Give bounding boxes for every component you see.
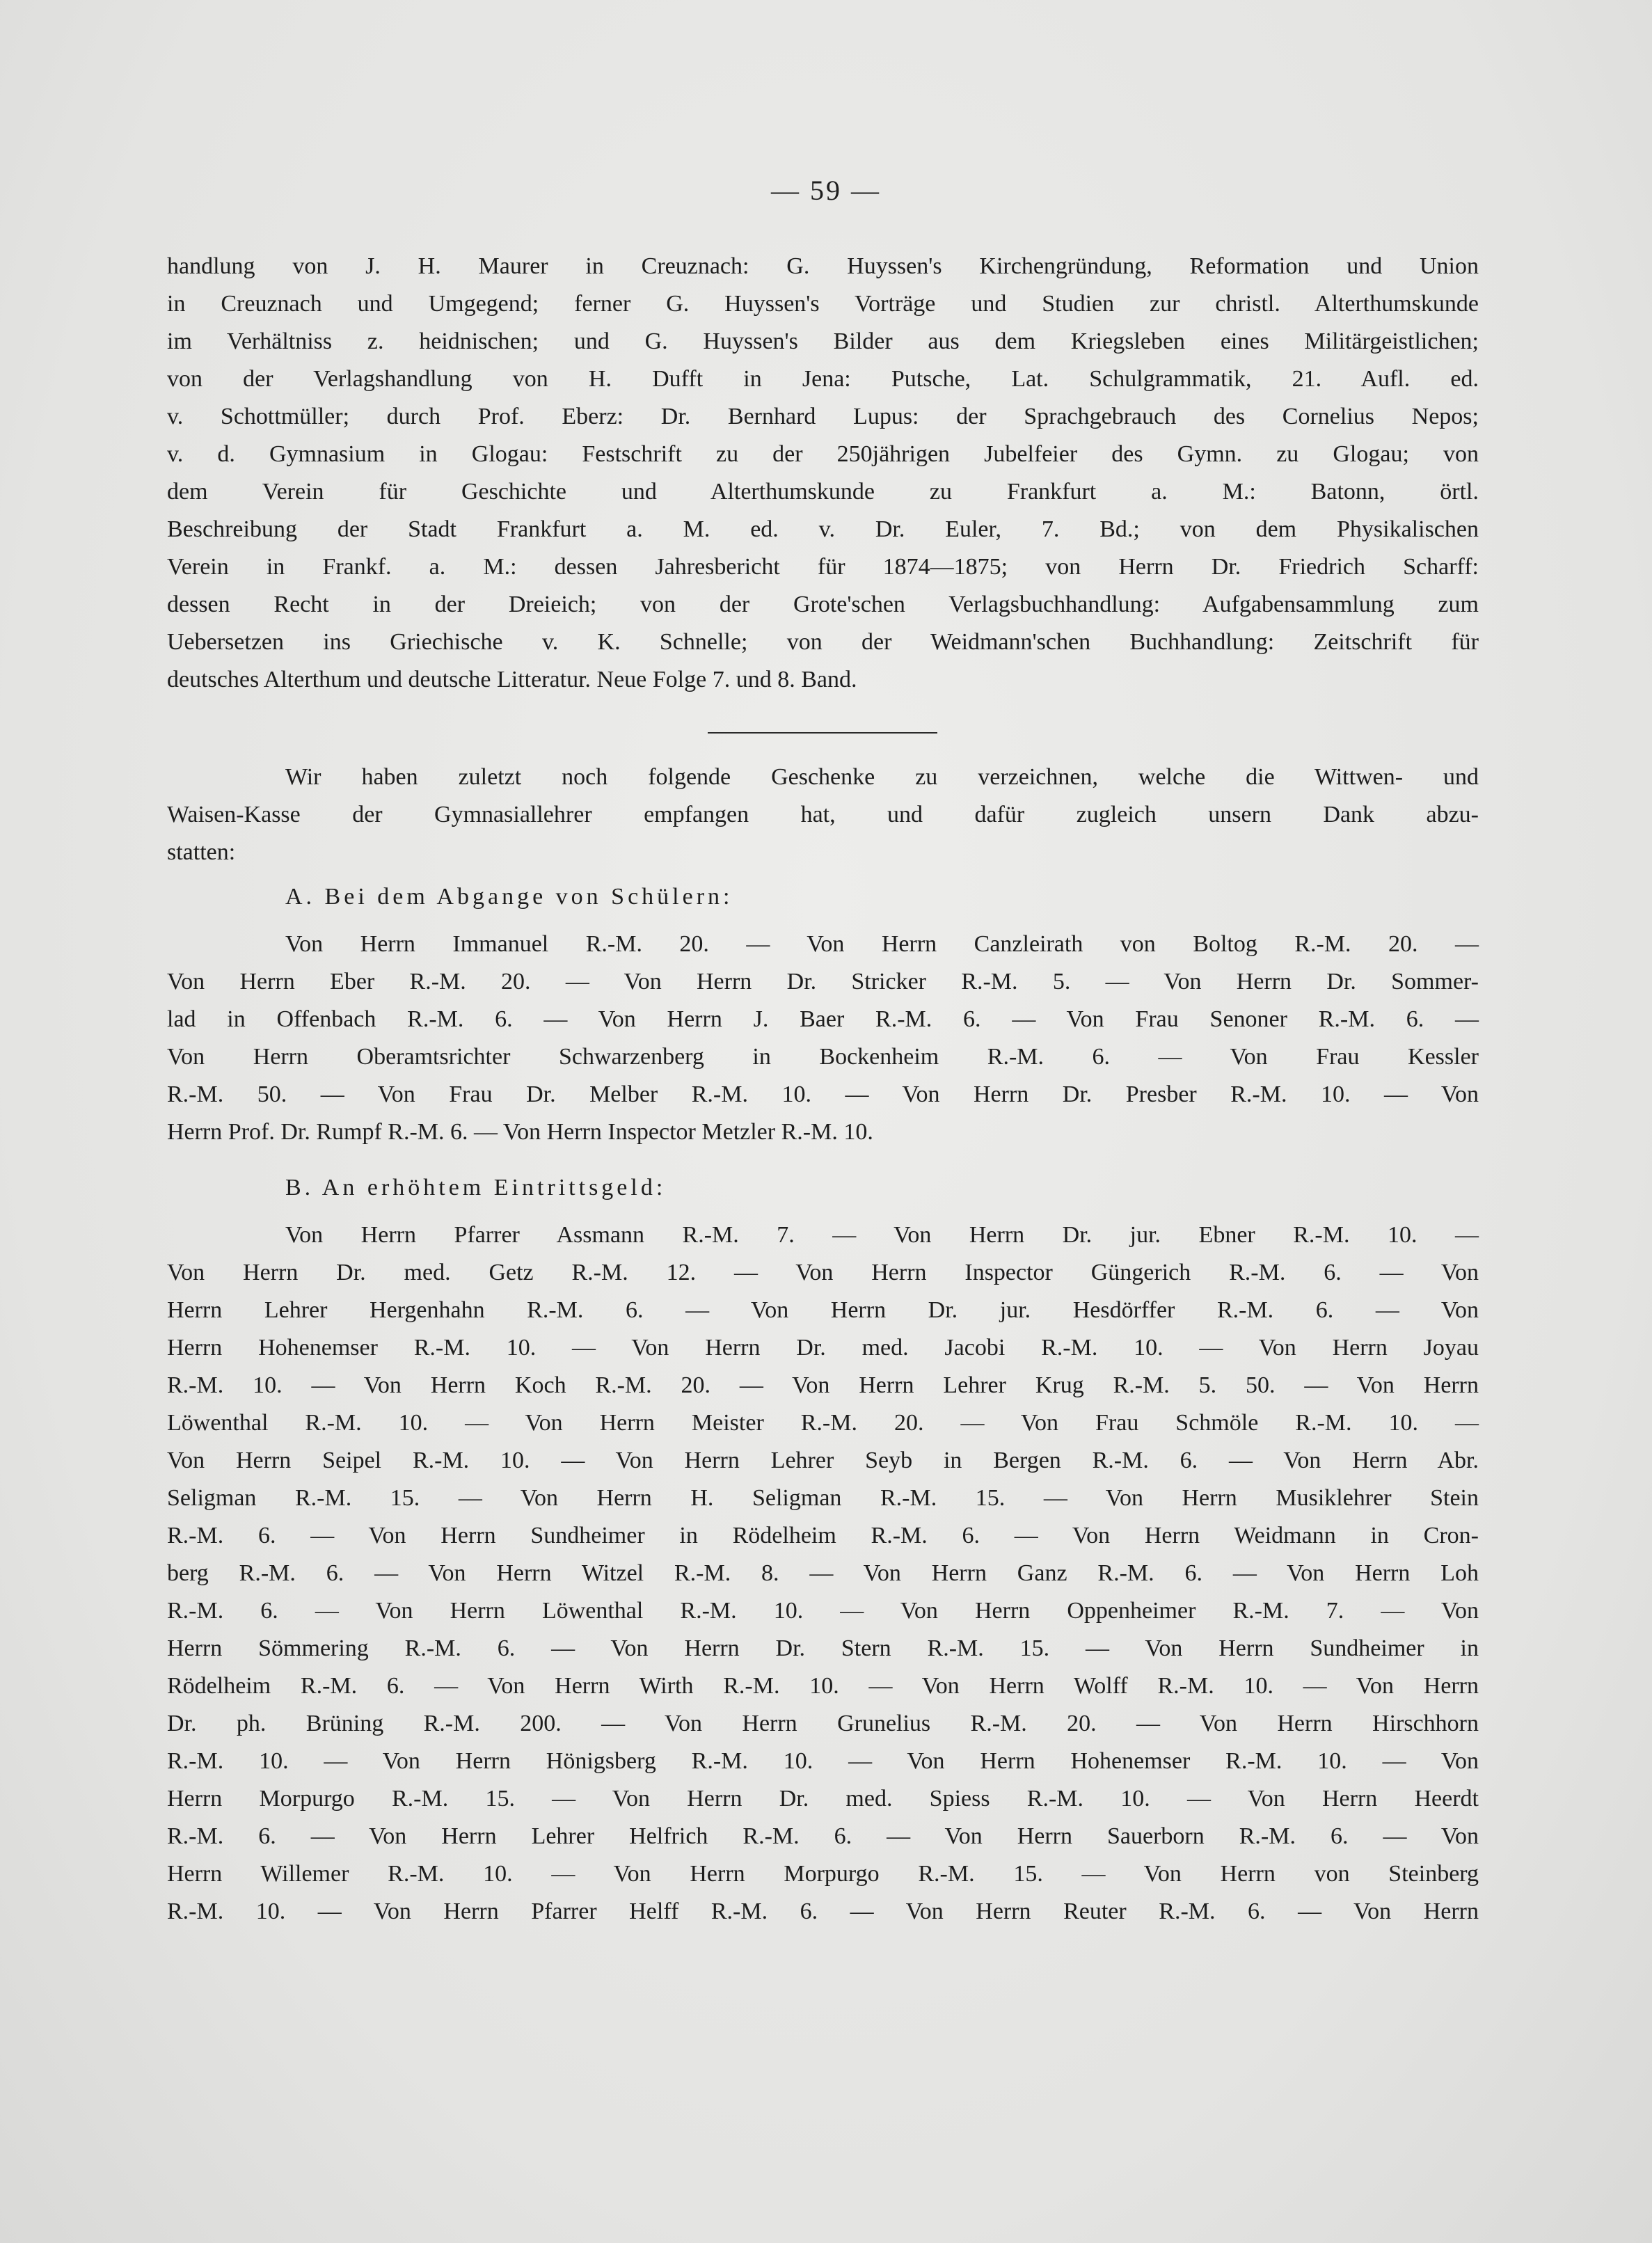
text-line: v. d. Gymnasium in Glogau: Festschrift zu der 250jährigen Jubelfeier des Gymn. zu Glogau; von xyxy=(167,441,1479,467)
text-line: v. Schottmüller; durch Prof. Eberz: Dr. Bernhard Lupus: der Sprachgebrauch des Cornelius Nepos; xyxy=(167,404,1479,429)
text-line: R.-M. 10. — Von Herrn Hönigsberg R.-M. 10. — Von Herrn Hohenemser R.-M. 10. — Von xyxy=(167,1748,1479,1774)
text-line: Von Herrn Seipel R.-M. 10. — Von Herrn Lehrer Seyb in Bergen R.-M. 6. — Von Herrn Abr. xyxy=(167,1448,1479,1473)
text-line: R.-M. 6. — Von Herrn Sundheimer in Rödelheim R.-M. 6. — Von Herrn Weidmann in Cron- xyxy=(167,1523,1479,1548)
text-line: berg R.-M. 6. — Von Herrn Witzel R.-M. 8. — Von Herrn Ganz R.-M. 6. — Von Herrn Loh xyxy=(167,1560,1479,1586)
text-line: R.-M. 50. — Von Frau Dr. Melber R.-M. 10. — Von Herrn Dr. Presber R.-M. 10. — Von xyxy=(167,1081,1479,1107)
text-line: lad in Offenbach R.-M. 6. — Von Herrn J. Baer R.-M. 6. — Von Frau Senoner R.-M. 6. — xyxy=(167,1006,1479,1032)
section-divider xyxy=(708,732,937,734)
section-b-paragraph xyxy=(167,1216,1479,1931)
page-number: — 59 — xyxy=(771,175,881,206)
section-a-paragraph xyxy=(167,926,1479,1151)
text-line: Von Herrn Immanuel R.-M. 20. — Von Herrn Canzleirath von Boltog R.-M. 20. — xyxy=(285,931,1479,957)
section-b-heading-block xyxy=(167,1169,1479,1207)
text-line: deutsches Alterthum und deutsche Litteratur. Neue Folge 7. und 8. Band. xyxy=(167,667,857,692)
text-line: Herrn Morpurgo R.-M. 15. — Von Herrn Dr. med. Spiess R.-M. 10. — Von Herrn Heerdt xyxy=(167,1786,1479,1812)
text-line: Uebersetzen ins Griechische v. K. Schnelle; von der Weidmann'schen Buchhandlung: Zeitschrift für xyxy=(167,629,1479,655)
text-line: Herrn Hohenemser R.-M. 10. — Von Herrn Dr. med. Jacobi R.-M. 10. — Von Herrn Joyau xyxy=(167,1335,1479,1361)
intro-paragraph xyxy=(167,759,1479,871)
text-line: dessen Recht in der Dreieich; von der Grote'schen Verlagsbuchhandlung: Aufgabensammlung zum xyxy=(167,592,1479,617)
text-line: Herrn Willemer R.-M. 10. — Von Herrn Morpurgo R.-M. 15. — Von Herrn von Steinberg xyxy=(167,1861,1479,1887)
text-line: handlung von J. H. Maurer in Creuznach: G. Huyssen's Kirchengründung, Reformation und Union xyxy=(167,253,1479,279)
text-line: Von Herrn Eber R.-M. 20. — Von Herrn Dr. Stricker R.-M. 5. — Von Herrn Dr. Sommer- xyxy=(167,969,1479,994)
section-a-heading-block xyxy=(167,878,1479,916)
text-line: Von Herrn Pfarrer Assmann R.-M. 7. — Von Herrn Dr. jur. Ebner R.-M. 10. — xyxy=(285,1222,1479,1248)
text-line: Herrn Prof. Dr. Rumpf R.-M. 6. — Von Herrn Inspector Metzler R.-M. 10. xyxy=(167,1119,873,1145)
text-line: R.-M. 6. — Von Herrn Löwenthal R.-M. 10. — Von Herrn Oppenheimer R.-M. 7. — Von xyxy=(167,1598,1479,1624)
text-line: Von Herrn Oberamtsrichter Schwarzenberg in Bockenheim R.-M. 6. — Von Frau Kessler xyxy=(167,1044,1479,1070)
text-line: R.-M. 10. — Von Herrn Koch R.-M. 20. — Von Herrn Lehrer Krug R.-M. 5. 50. — Von Herrn xyxy=(167,1372,1479,1398)
text-line: Dr. ph. Brüning R.-M. 200. — Von Herrn Grunelius R.-M. 20. — Von Herrn Hirschhorn xyxy=(167,1711,1479,1736)
text-line: Beschreibung der Stadt Frankfurt a. M. ed. v. Dr. Euler, 7. Bd.; von dem Physikalischen xyxy=(167,516,1479,542)
text-line: im Verhältniss z. heidnischen; und G. Huyssen's Bilder aus dem Kriegsleben eines Militärgeistlichen; xyxy=(167,328,1479,354)
text-line: Seligman R.-M. 15. — Von Herrn H. Seligman R.-M. 15. — Von Herrn Musiklehrer Stein xyxy=(167,1485,1479,1511)
text-line: Herrn Lehrer Hergenhahn R.-M. 6. — Von Herrn Dr. jur. Hesdörffer R.-M. 6. — Von xyxy=(167,1297,1479,1323)
text-line: Wir haben zuletzt noch folgende Geschenke zu verzeichnen, welche die Wittwen- und xyxy=(285,764,1479,790)
text-line: R.-M. 10. — Von Herrn Pfarrer Helff R.-M. 6. — Von Herrn Reuter R.-M. 6. — Von Herrn xyxy=(167,1899,1479,1924)
text-line: Von Herrn Dr. med. Getz R.-M. 12. — Von Herrn Inspector Güngerich R.-M. 6. — Von xyxy=(167,1260,1479,1285)
section-a-heading: A. Bei dem Abgange von Schülern: xyxy=(285,884,733,910)
section-b-heading: B. An erhöhtem Eintrittsgeld: xyxy=(285,1175,667,1200)
text-line: Löwenthal R.-M. 10. — Von Herrn Meister R.-M. 20. — Von Frau Schmöle R.-M. 10. — xyxy=(167,1410,1479,1436)
text-line: R.-M. 6. — Von Herrn Lehrer Helfrich R.-M. 6. — Von Herrn Sauerborn R.-M. 6. — Von xyxy=(167,1823,1479,1849)
text-line: Herrn Sömmering R.-M. 6. — Von Herrn Dr. Stern R.-M. 15. — Von Herrn Sundheimer in xyxy=(167,1635,1479,1661)
text-line: in Creuznach und Umgegend; ferner G. Huyssen's Vorträge und Studien zur christl. Alterthumskunde xyxy=(167,291,1479,317)
library-gifts-paragraph xyxy=(167,248,1479,699)
text-line: statten: xyxy=(167,839,236,865)
text-line: Waisen-Kasse der Gymnasiallehrer empfangen hat, und dafür zugleich unsern Dank abzu- xyxy=(167,802,1479,827)
text-line: dem Verein für Geschichte und Alterthumskunde zu Frankfurt a. M.: Batonn, örtl. xyxy=(167,479,1479,505)
text-line: von der Verlagshandlung von H. Dufft in Jena: Putsche, Lat. Schulgrammatik, 21. Aufl. ed. xyxy=(167,366,1479,392)
text-line: Verein in Frankf. a. M.: dessen Jahresbericht für 1874—1875; von Herrn Dr. Friedrich Scharff: xyxy=(167,554,1479,580)
text-line: Rödelheim R.-M. 6. — Von Herrn Wirth R.-M. 10. — Von Herrn Wolff R.-M. 10. — Von Herrn xyxy=(167,1673,1479,1699)
